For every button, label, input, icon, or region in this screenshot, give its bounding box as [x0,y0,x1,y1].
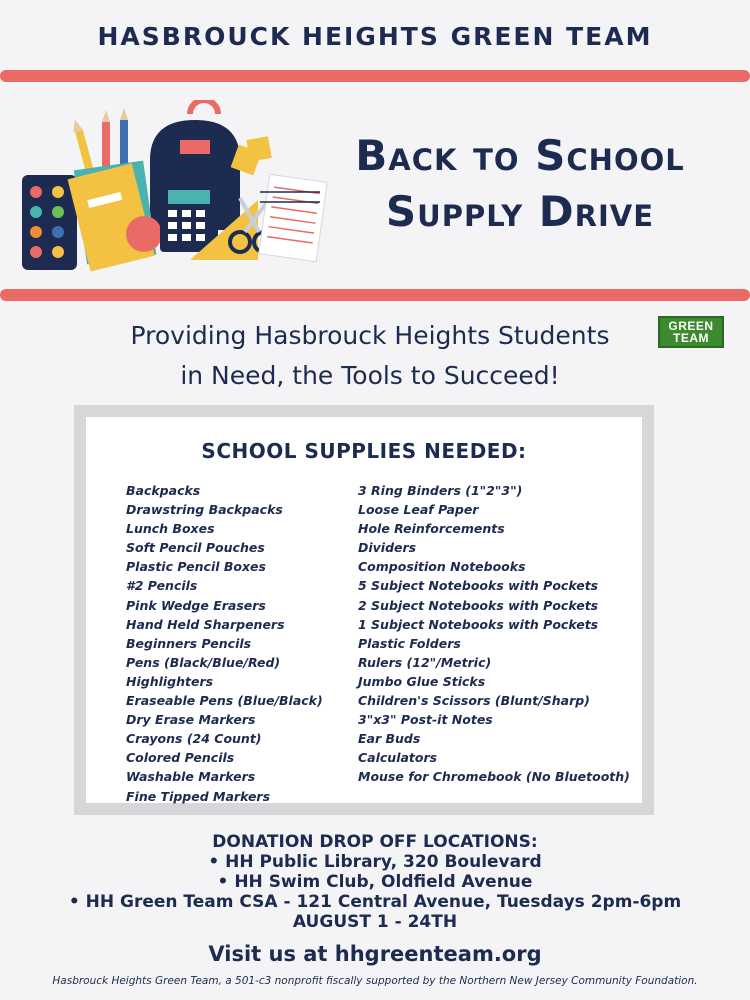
list-item: Mouse for Chromebook (No Bluetooth) [358,769,630,785]
org-title: HASBROUCK HEIGHTS GREEN TEAM [97,22,653,51]
list-item: 5 Subject Notebooks with Pockets [358,578,599,594]
list-item: Fine Tipped Markers [126,788,271,804]
dropoff-heading: DONATION DROP OFF LOCATIONS: [212,832,538,852]
list-item: Plastic Folders [358,635,461,651]
headline-line-2: Supply Drive [385,187,655,236]
list-item: Highlighters [126,673,214,689]
list-item: Children's Scissors (Blunt/Sharp) [358,693,590,709]
bottom-divider [0,289,750,301]
logo-line-2: TEAM [673,331,709,345]
list-item: 3 Ring Binders (1"2"3") [358,483,523,498]
supplies-title: SCHOOL SUPPLIES NEEDED: [201,439,527,463]
supplies-list-left [126,481,323,806]
supplies-box [74,405,654,815]
list-item: Drawstring Backpacks [126,502,283,518]
logo-line-1: GREEN [668,319,714,333]
green-team-logo [658,316,724,348]
top-divider [0,70,750,82]
dropoff-location: • HH Green Team CSA - 121 Central Avenue, Tuesdays 2pm-6pm [68,892,682,912]
list-item: Beginners Pencils [126,635,252,651]
list-item: 1 Subject Notebooks with Pockets [358,616,599,632]
list-item: Hand Held Sharpeners [126,616,285,632]
list-item: Washable Markers [126,769,256,785]
school-supplies-illustration [20,100,330,280]
list-item: Colored Pencils [126,750,235,766]
list-item: Backpacks [126,483,201,498]
list-item: Calculators [358,750,438,766]
headline-line-1: Back to School [355,131,685,180]
list-item: #2 Pencils [126,578,198,594]
list-item: 2 Subject Notebooks with Pockets [358,597,599,613]
footer-note: Hasbrouck Heights Green Team, a 501-c3 nonprofit fiscally supported by the Northern New Jersey Community Foundation. [52,975,698,987]
list-item: Dividers [358,540,417,556]
list-item: Composition Notebooks [358,559,526,575]
tagline-line-1: Providing Hasbrouck Heights Students [130,321,610,350]
list-item: Hole Reinforcements [358,521,505,537]
list-item: Pens (Black/Blue/Red) [126,654,281,670]
list-item: Dry Erase Markers [126,712,256,728]
tagline-line-2: in Need, the Tools to Succeed! [180,361,560,390]
list-item: Plastic Pencil Boxes [126,559,266,575]
logo-text [668,320,713,344]
dropoff-location: • HH Public Library, 320 Boulevard [208,852,542,872]
dropoff-location: • HH Swim Club, Oldfield Avenue [217,872,533,892]
list-item: Jumbo Glue Sticks [358,673,486,689]
list-item: Eraseable Pens (Blue/Black) [126,693,323,709]
list-item: 3"x3" Post-it Notes [358,712,493,728]
tagline [120,316,620,396]
list-item: Loose Leaf Paper [358,502,479,518]
list-item: Rulers (12"/Metric) [358,654,492,670]
website-link[interactable]: Visit us at hhgreenteam.org [208,942,542,966]
list-item: Ear Buds [358,731,421,747]
list-item: Pink Wedge Erasers [126,597,266,613]
dropoff-dates: AUGUST 1 - 24TH [292,912,458,932]
dropoff-section [0,832,750,932]
list-item: Soft Pencil Pouches [126,540,265,556]
list-item: Crayons (24 Count) [126,731,262,747]
supplies-list-right [358,481,630,787]
headline [300,128,740,240]
list-item: Lunch Boxes [126,521,215,537]
